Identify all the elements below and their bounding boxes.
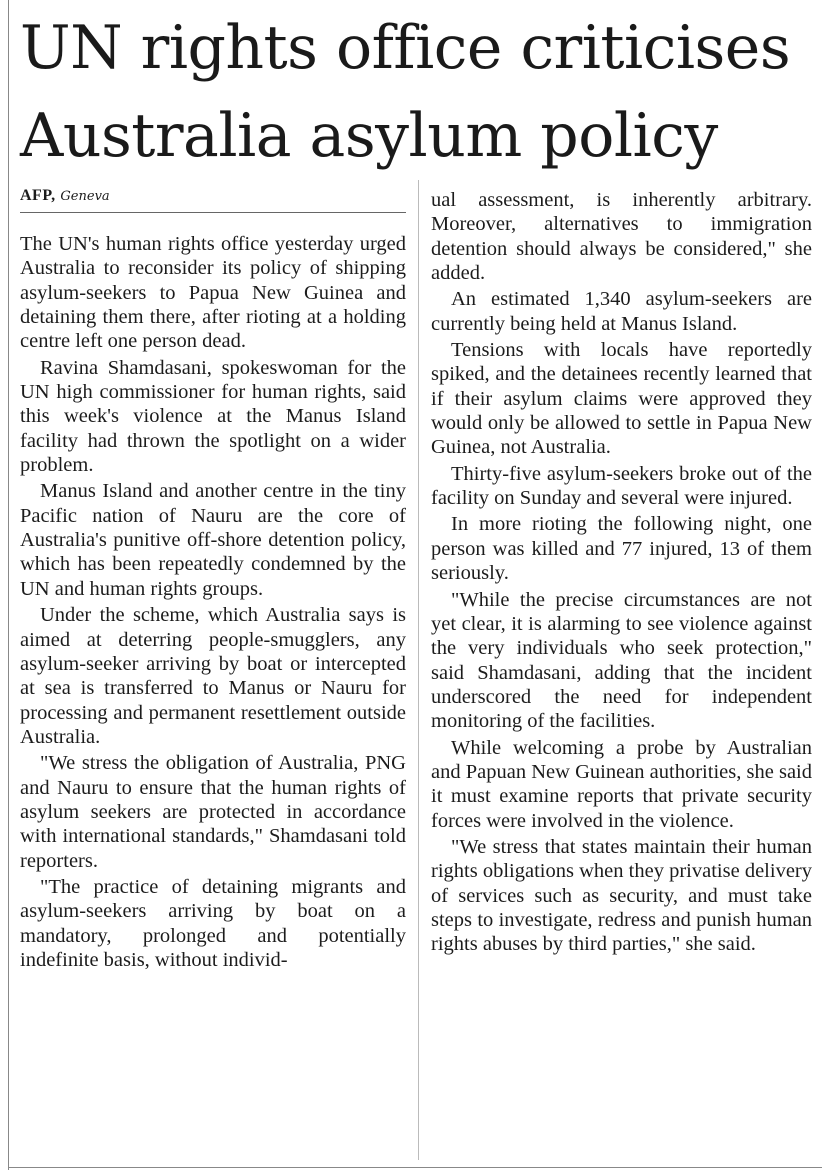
paragraph: "We stress the obligation of Australia, PNG and Nauru to ensure that the human rights of asylum seekers are protected in accordance with international standards," Shamdasani told reporters. [20, 752, 406, 872]
paragraph: The UN's human rights office yesterday urged Australia to reconsider its policy of shipping asylum-seekers to Papua New Guinea and detaining them there, after rioting at a holding centre left one person dead. [20, 233, 406, 353]
article-body-left-column [20, 232, 406, 974]
paragraph: "The practice of detaining migrants and asylum-seekers arriving by boat on a mandatory, prolonged and potentially indefinite basis, without individ- [20, 875, 406, 971]
article-body-right-column [431, 188, 812, 959]
paragraph: Ravina Shamdasani, spokeswoman for the UN high commissioner for human rights, said this week's violence at the Manus Island facility had thrown the spotlight on a wider problem. [20, 356, 406, 477]
paragraph: While welcoming a probe by Australian and Papuan New Guinean authorities, she said it must examine reports that private security forces were involved in the violence. [431, 736, 812, 832]
left-column-rule [8, 0, 9, 1170]
paragraph: Under the scheme, which Australia says is aimed at deterring people-smugglers, any asylum-seeker arriving by boat or intercepted at sea is transferred to Manus or Nauru for processing and permanent resettlement outside Australia. [20, 604, 406, 748]
headline: UN rights office criticises Australia asylum policy [20, 13, 791, 171]
paragraph-continued: ual assessment, is inherently arbitrary. Moreover, alternatives to immigration detention should always be considered," she added. [431, 189, 812, 285]
paragraph: Thirty-five asylum-seekers broke out of the facility on Sunday and several were injured. [431, 462, 812, 510]
byline-agency: AFP, [20, 187, 56, 204]
paragraph: "We stress that states maintain their human rights obligations when they privatise delivery of services such as security, and must take steps to investigate, redress and punish human rights abuses by third parties," she said. [431, 835, 812, 956]
paragraph: An estimated 1,340 asylum-seekers are currently being held at Manus Island. [431, 288, 812, 335]
paragraph: "While the precise circumstances are not yet clear, it is alarming to see violence against the very individuals who seek protection," said Shamdasani, adding that the incident underscored the need for independent monitoring of the facilities. [431, 588, 812, 733]
byline [20, 184, 406, 213]
paragraph: Manus Island and another centre in the tiny Pacific nation of Nauru are the core of Australia's punitive off-shore detention policy, which has been repeatedly condemned by the UN and human rights groups. [20, 480, 406, 600]
bottom-rule [8, 1167, 822, 1168]
paragraph: In more rioting the following night, one person was killed and 77 injured, 13 of them seriously. [431, 513, 812, 585]
paragraph: Tensions with locals have reportedly spiked, and the detainees recently learned that if their asylum claims were approved they would only be allowed to settle in Papua New Guinea, not Australia. [431, 339, 812, 459]
byline-dateline: Geneva [60, 189, 110, 204]
column-divider [418, 180, 419, 1160]
